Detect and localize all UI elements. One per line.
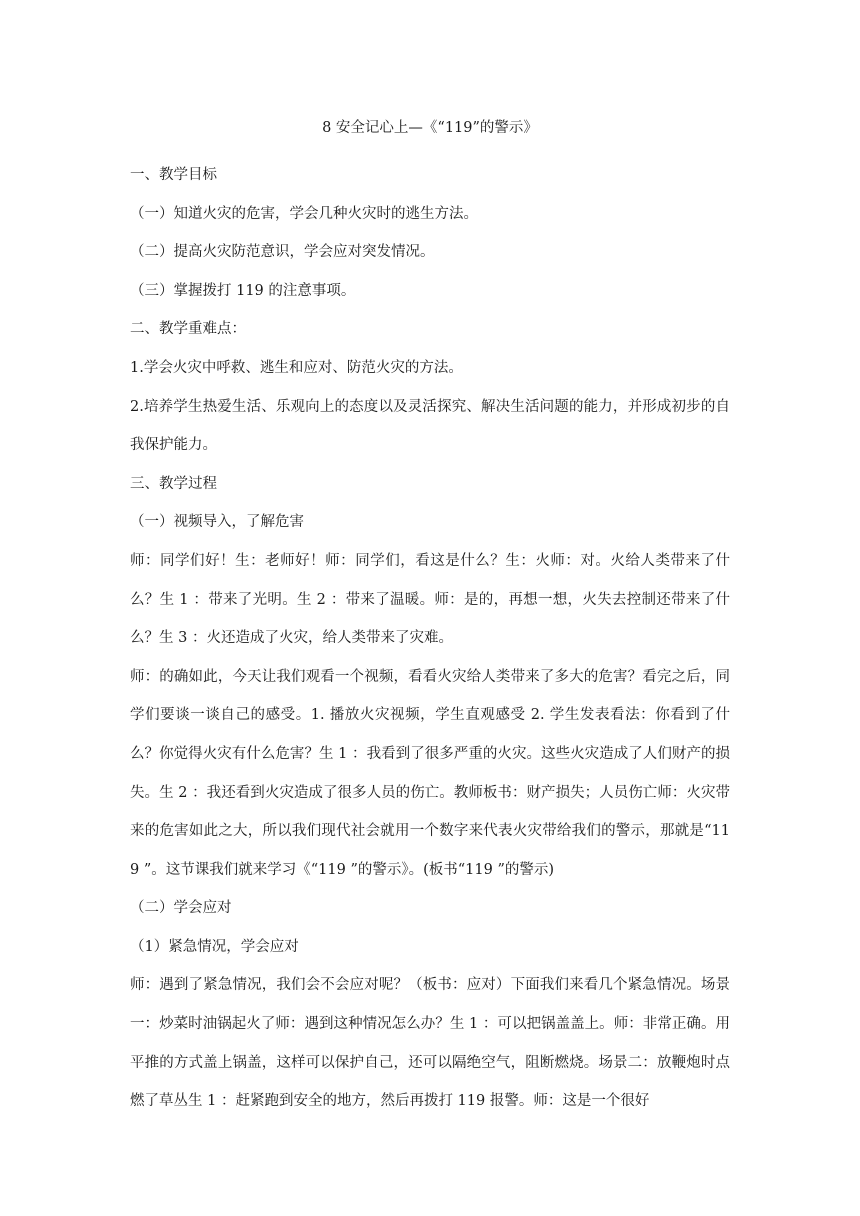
subsection-emergency: （1）紧急情况，学会应对 (130, 938, 299, 955)
objective-3: （三）掌握拨打 119 的注意事项。 (130, 282, 356, 299)
objective-1: （一）知道火灾的危害，学会几种火灾时的逃生方法。 (130, 205, 478, 222)
document-page (130, 118, 730, 1121)
document-title: 8 安全记心上—《“119”的警示》 (322, 120, 538, 136)
paragraph-dialogue-3: 师：遇到了紧急情况，我们会不会应对呢？（板书：应对）下面我们来看几个紧急情况。场景一：炒菜时油锅起火了师：遇到这种情况怎么办？生 1 ：可以把锅盖盖上。师：非常正确。用平推的方式盖上锅盖，这样可以保护自己，还可以隔绝空气，阻断燃烧。场景二：放鞭炮时点燃了草丛生 1 ：赶紧跑到安全的地方，然后再拨打 119 报警。师：这是一个很好 (130, 977, 730, 1110)
section-heading-process: 三、教学过程 (130, 475, 217, 492)
objective-2: （二）提高火灾防范意识，学会应对突发情况。 (130, 244, 435, 261)
section-heading-key-points: 二、教学重难点： (130, 321, 246, 338)
paragraph-dialogue-1: 师：同学们好！生：老师好！师：同学们，看这是什么？生：火师：对。火给人类带来了什么？生 1 ：带来了光明。生 2 ：带来了温暖。师：是的，再想一想，火失去控制还带来了什么？生 3 ：火还造成了火灾，给人类带来了灾难。 (130, 552, 730, 647)
key-point-1: 1.学会火灾中呼救、逃生和应对、防范火灾的方法。 (130, 359, 463, 376)
section-heading-objectives: 一、教学目标 (130, 167, 217, 183)
subsection-learn-response: （二）学会应对 (130, 900, 232, 917)
paragraph-dialogue-2: 师：的确如此，今天让我们观看一个视频，看看火灾给人类带来了多大的危害？看完之后，同学们要谈一谈自己的感受。1. 播放火灾视频，学生直观感受 2. 学生发表看法：你看到了什么？你觉得火灾有什么危害？生 1 ：我看到了很多严重的火灾。这些火灾造成了人们财产的损失。生 2 ：我还看到火灾造成了很多人员的伤亡。教师板书：财产损失；人员伤亡师：火灾带来的危害如此之大，所以我们现代社会就用一个数字来代表火灾带给我们的警示，那就是“119 ”。这节课我们就来学习《“119 ”的警示》。(板书“119 ”的警示) (130, 668, 730, 878)
subsection-video-intro: （一）视频导入，了解危害 (130, 514, 304, 531)
key-point-2: 2.培养学生热爱生活、乐观向上的态度以及灵活探究、解决生活问题的能力，并形成初步的自我保护能力。 (130, 398, 730, 454)
